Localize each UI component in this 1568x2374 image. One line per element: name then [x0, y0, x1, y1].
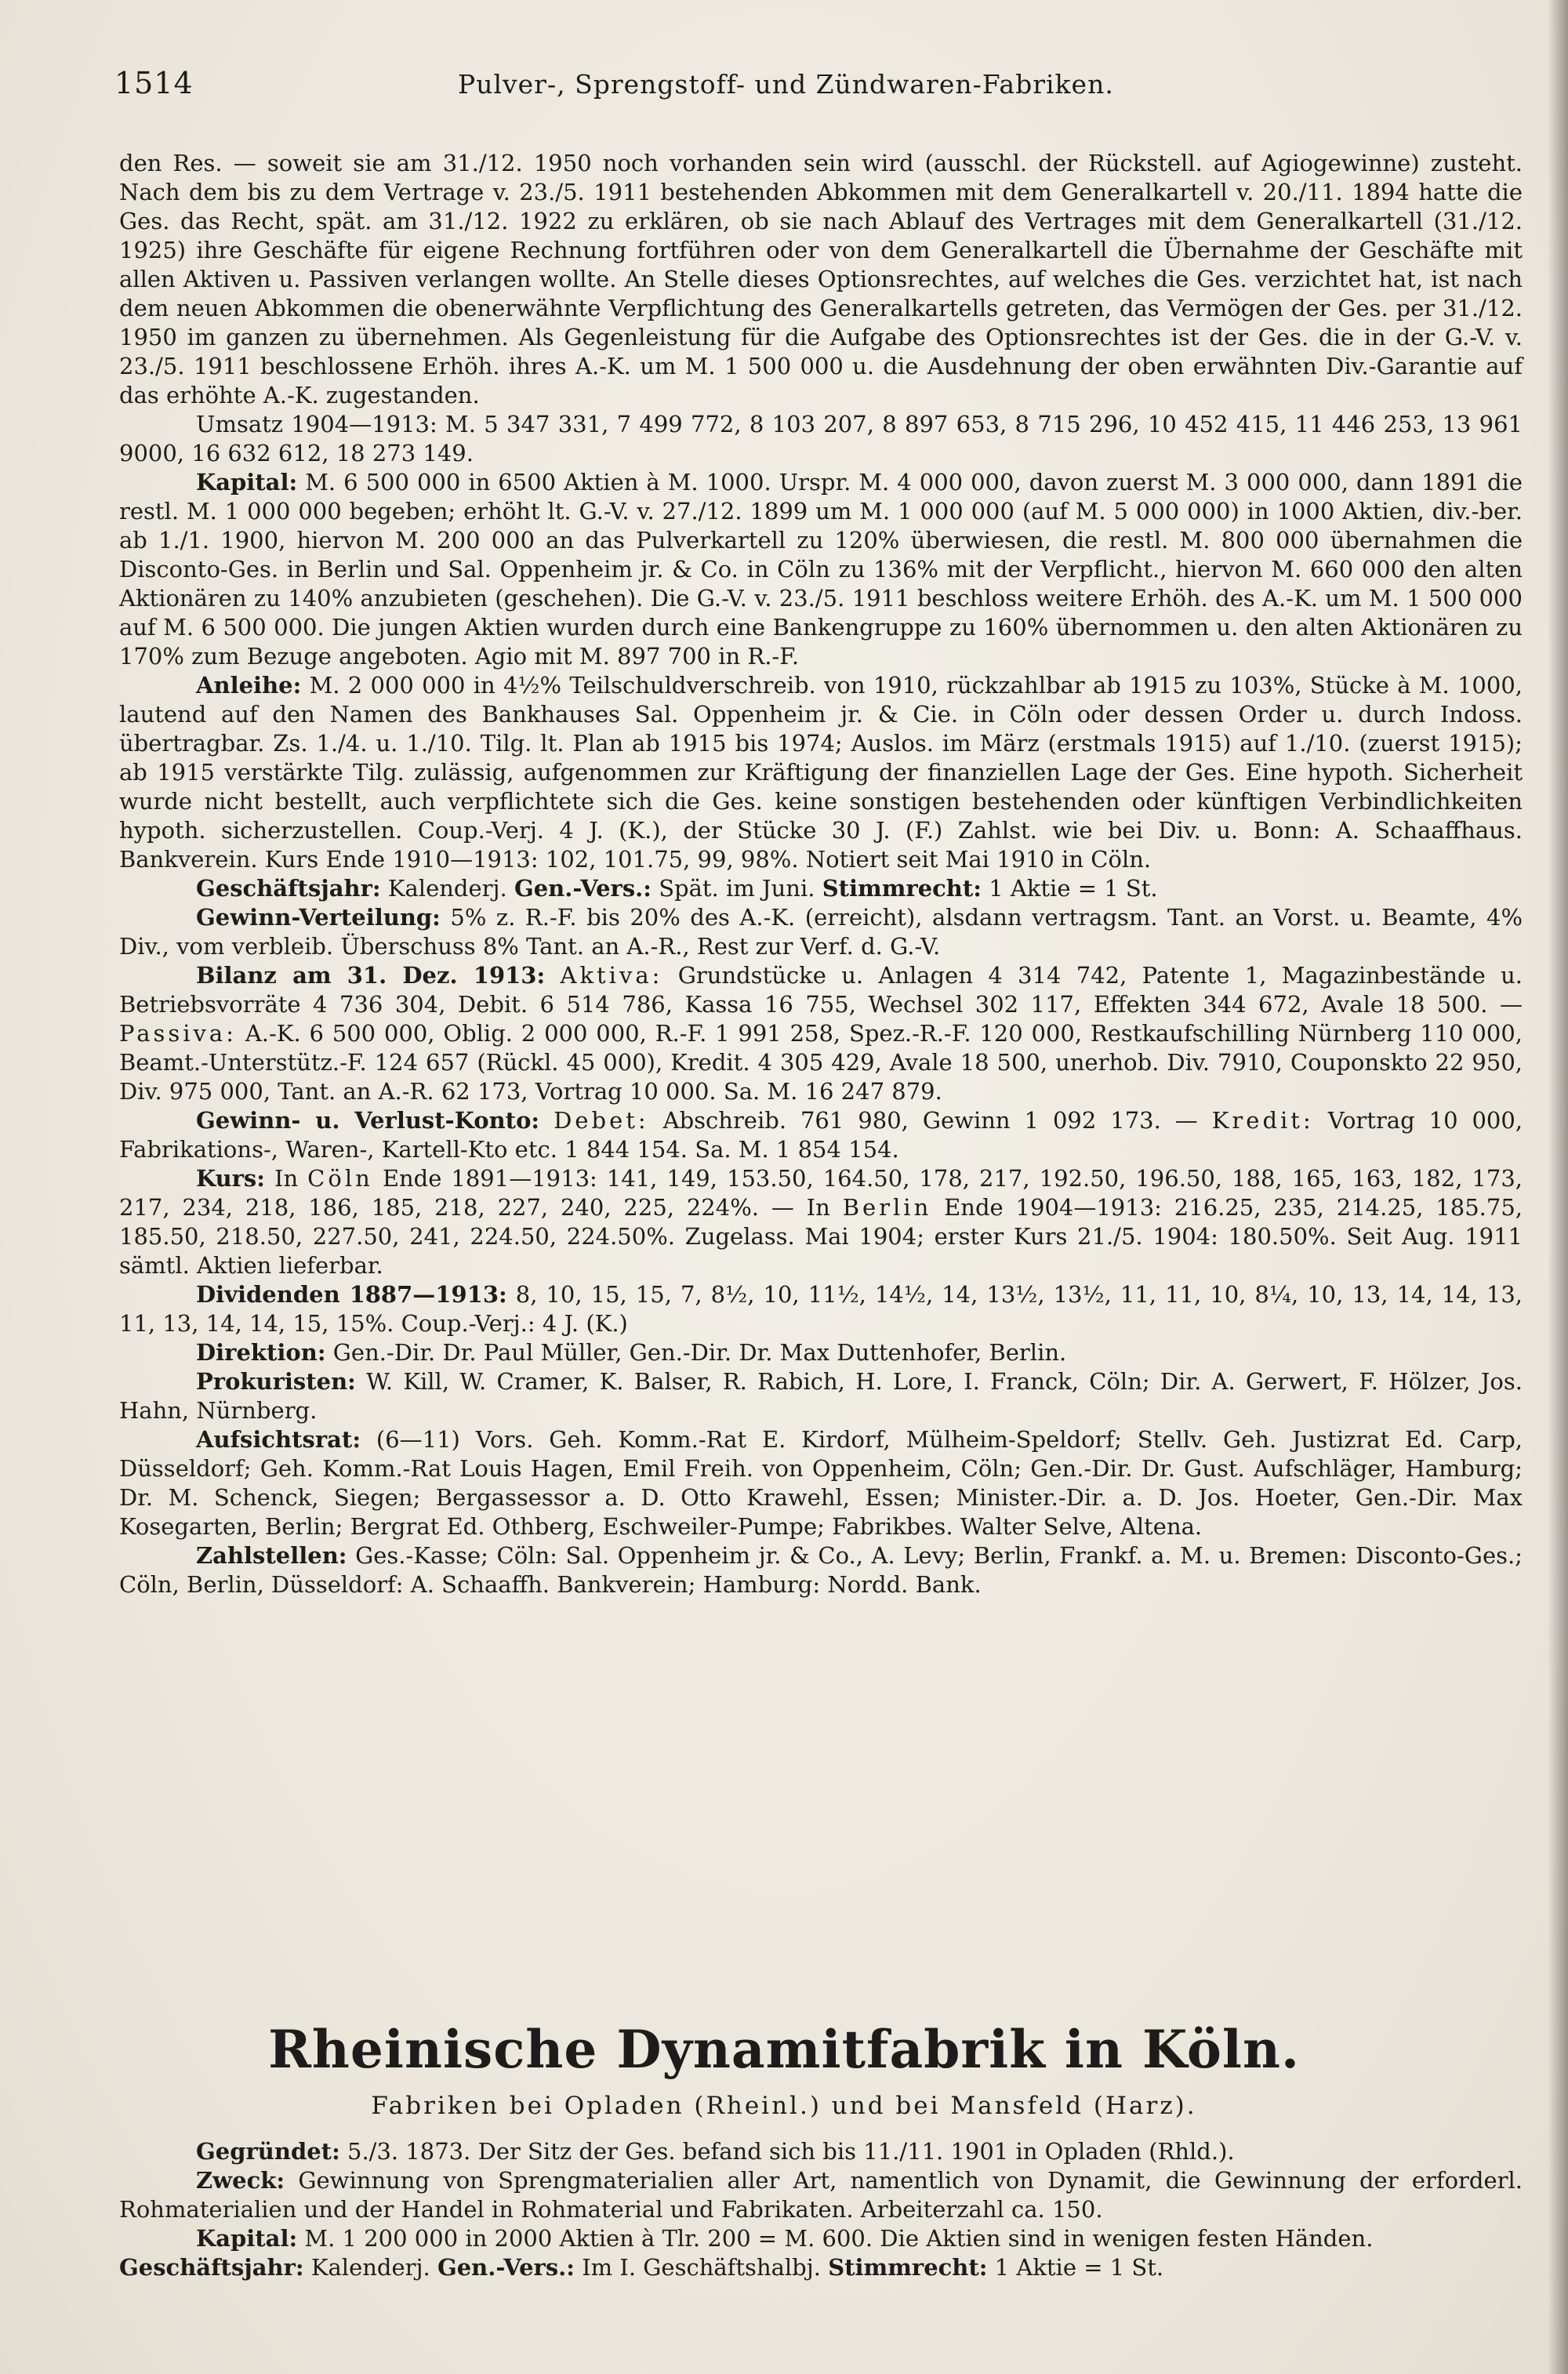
aktiva-label: Aktiva: — [560, 962, 663, 989]
firm-gen-vers-label: Gen.-Vers.: — [437, 2254, 575, 2281]
kredit-text: Vortrag 10 000, Fabrikations-, Waren-, Kartell-Kto etc. 1 844 154. Sa. M. 1 854 154. — [119, 1107, 1523, 1163]
previous-company-entry — [119, 149, 1523, 1599]
zahlstellen-paragraph — [119, 1541, 1523, 1599]
zahlstellen-label: Zahlstellen: — [196, 1542, 347, 1569]
guv-paragraph — [119, 1106, 1523, 1164]
firm-geschaeftsjahr-label: Geschäftsjahr: — [119, 2254, 304, 2281]
bilanz-paragraph — [119, 961, 1523, 1106]
gewinn-verteilung-paragraph — [119, 903, 1523, 961]
dividenden-paragraph — [119, 1280, 1523, 1338]
geschaeftsjahr-text: Kalenderj. — [387, 875, 507, 902]
zweck-paragraph — [119, 2166, 1523, 2224]
firm-geschaeftsjahr-text: Kalenderj. — [310, 2254, 430, 2281]
aktiva-text: Grundstücke u. Anlagen 4 314 742, Patente 1, Magazinbestände u. Betriebsvorräte 4 736 304, Debit. 6 514 786, Kassa 16 755, Wechsel 302 117, Effekten 344 672, Avale 18 500. — — [119, 962, 1523, 1018]
kurs-text-a: In — [274, 1165, 299, 1192]
kapital-paragraph — [119, 468, 1523, 671]
prokuristen-paragraph — [119, 1367, 1523, 1425]
gen-vers-text: Spät. im Juni. — [659, 875, 815, 902]
page-edge-shadow — [1548, 0, 1568, 2374]
anleihe-text: M. 2 000 000 in 4½% Teilschuldverschreib. von 1910, rückzahlbar ab 1915 zu 103%, Stücke à M. 1000, lautend auf den Namen des Bankhauses Sal. Oppenheim jr. & Cie. in Cöln oder dessen Order u. durch Indoss. übertragbar. Zs. 1./4. u. 1./10. Tilg. lt. Plan ab 1915 bis 1974; Auslos. im März (erstmals 1915) auf 1./10. (zuerst 1915); ab 1915 verstärkte Tilg. zulässig, aufgenommen zur Kräftigung der finanziellen Lage der Ges. Eine hypoth. Sicherheit wurde nicht bestellt, auch verpflichtete sich die Ges. keine sonstigen bestehenden oder künftigen Verbindlichkeiten hypoth. sicherzustellen. Coup.-Verj. 4 J. (K.), der Stücke 30 J. (F.) Zahlst. wie bei Div. u. Bonn: A. Schaaffhaus. Bankverein. Kurs Ende 1910—1913: 102, 101.75, 99, 98%. Notiert seit Mai 1910 in Cöln. — [119, 672, 1523, 873]
geschaeftsjahr-label: Geschäftsjahr: — [196, 875, 381, 902]
direktion-label: Direktion: — [196, 1339, 326, 1366]
running-header — [114, 66, 1526, 105]
kurs-text-c: Ende 1904—1913: 216.25, 235, 214.25, 185.75, 185.50, 218.50, 227.50, 241, 224.50, 224.50%. Zugelass. Mai 1904; erster Kurs 21./5. 1904: 180.50%. Seit Aug. 1911 sämtl. Aktien lieferbar. — [119, 1194, 1523, 1279]
stimmrecht-text: 1 Aktie = 1 St. — [989, 875, 1158, 902]
firm-title: Rheinische Dynamitfabrik in Köln. — [268, 2019, 1300, 2080]
gewinn-verteilung-label: Gewinn-Verteilung: — [196, 904, 441, 931]
dividenden-label: Dividenden 1887—1913: — [196, 1281, 507, 1308]
prokuristen-text: W. Kill, W. Cramer, K. Balser, R. Rabich, H. Lore, I. Franck, Cöln; Dir. A. Gerwert, F. Hölzer, Jos. Hahn, Nürnberg. — [119, 1368, 1523, 1424]
kurs-label: Kurs: — [196, 1165, 265, 1192]
aufsichtsrat-label: Aufsichtsrat: — [196, 1426, 361, 1453]
kapital-text: M. 6 500 000 in 6500 Aktien à M. 1000. Urspr. M. 4 000 000, davon zuerst M. 3 000 000, dann 1891 die restl. M. 1 000 000 begeben; erhöht lt. G.-V. v. 27./12. 1899 um M. 1 000 000 (auf M. 5 000 000) in 1000 Aktien, div.-ber. ab 1./1. 1900, hiervon M. 200 000 an das Pulverkartell zu 120% überwiesen, die restl. M. 800 000 übernahmen die Disconto-Ges. in Berlin und Sal. Oppenheim jr. & Co. in Cöln zu 136% mit der Verpflicht., hiervon M. 660 000 den alten Aktionären zu 140% anzubieten (geschehen). Die G.-V. v. 23./5. 1911 beschloss weitere Erhöh. des A.-K. um M. 1 500 000 auf M. 6 500 000. Die jungen Aktien wurden durch eine Bankengruppe zu 160% übernommen u. den alten Aktionären zu 170% zum Bezuge angeboten. Agio mit M. 897 700 in R.-F. — [119, 469, 1523, 670]
zweck-label: Zweck: — [196, 2167, 285, 2194]
kapital-label: Kapital: — [196, 469, 298, 495]
kurs-place-berlin: Berlin — [842, 1194, 932, 1221]
firm-kapital-text: M. 1 200 000 in 2000 Aktien à Tlr. 200 = M. 600. Die Aktien sind in wenigen festen Händen. — [304, 2225, 1374, 2252]
gegruendet-label: Gegründet: — [196, 2138, 340, 2165]
firm-stimmrecht-text: 1 Aktie = 1 St. — [994, 2254, 1164, 2281]
zahlstellen-text: Ges.-Kasse; Cöln: Sal. Oppenheim jr. & Co., A. Levy; Berlin, Frankf. a. M. u. Bremen: Disconto-Ges.; Cöln, Berlin, Düsseldorf: A. Schaaffh. Bankverein; Hamburg: Nordd. Bank. — [119, 1542, 1523, 1598]
running-title: Pulver-, Sprengstoff- und Zündwaren-Fabriken. — [458, 69, 1114, 100]
geschaeftsjahr-paragraph — [119, 874, 1523, 903]
firm-subtitle: Fabriken bei Opladen (Rheinl.) und bei Mansfeld (Harz). — [371, 2092, 1197, 2120]
prokuristen-label: Prokuristen: — [196, 1368, 356, 1395]
anleihe-paragraph — [119, 671, 1523, 874]
kurs-text-b: Ende 1891—1913: 141, 149, 153.50, 164.50, 178, 217, 192.50, 196.50, 188, 165, 163, 182, 173, 217, 234, 218, 186, 185, 218, 227, 240, 225, 224%. — In — [119, 1165, 1523, 1221]
debet-label: Debet: — [554, 1107, 649, 1134]
gen-vers-label: Gen.-Vers.: — [514, 875, 652, 902]
kurs-place-coeln: Cöln — [307, 1165, 373, 1192]
direktion-text: Gen.-Dir. Dr. Paul Müller, Gen.-Dir. Dr. Max Duttenhofer, Berlin. — [332, 1339, 1067, 1366]
guv-label: Gewinn- u. Verlust-Konto: — [196, 1107, 540, 1134]
gegruendet-text: 5./3. 1873. Der Sitz der Ges. befand sich bis 11./11. 1901 in Opladen (Rhld.). — [347, 2138, 1235, 2165]
passiva-label: Passiva: — [119, 1020, 237, 1047]
aufsichtsrat-paragraph — [119, 1425, 1523, 1541]
firm-kapital-paragraph — [119, 2224, 1523, 2253]
stimmrecht-label: Stimmrecht: — [822, 875, 982, 902]
intro-paragraph: den Res. — soweit sie am 31./12. 1950 noch vorhanden sein wird (ausschl. der Rückstell. auf Agiogewinne) zusteht. Nach dem bis zu dem Vertrage v. 23./5. 1911 bestehenden Abkommen mit dem Generalkartell v. 20./11. 1894 hatte die Ges. das Recht, spät. am 31./12. 1922 zu erklären, ob sie nach Ablauf des Vertrages mit dem Generalkartell (31./12. 1925) ihre Geschäfte für eigene Rechnung fortführen oder von dem Generalkartell die Übernahme der Geschäfte mit allen Aktiven u. Passiven verlangen wollte. An Stelle dieses Optionsrechtes, auf welches die Ges. verzichtet hat, ist nach dem neuen Abkommen die obenerwähnte Verpflichtung des Generalkartells getreten, das Vermögen der Ges. per 31./12. 1950 im ganzen zu übernehmen. Als Gegenleistung für die Aufgabe des Optionsrechtes ist der Ges. die in der G.-V. v. 23./5. 1911 beschlossene Erhöh. ihres A.-K. um M. 1 500 000 u. die Ausdehnung der oben erwähnten Div.-Garantie auf das erhöhte A.-K. zugestanden. — [119, 150, 1523, 408]
dividenden-text: 8, 10, 15, 15, 7, 8½, 10, 11½, 14½, 14, 13½, 13½, 11, 11, 10, 8¼, 10, 13, 14, 14, 13, 11, 13, 14, 14, 15, 15%. Coup.-Verj.: 4 J. (K.) — [119, 1281, 1523, 1337]
firm-kapital-label: Kapital: — [196, 2225, 298, 2252]
direktion-paragraph — [119, 1338, 1523, 1367]
firm-stimmrecht-label: Stimmrecht: — [828, 2254, 988, 2281]
kredit-label: Kredit: — [1211, 1107, 1314, 1134]
firm-geschaeftsjahr-paragraph — [119, 2253, 1523, 2282]
debet-text: Abschreib. 761 980, Gewinn 1 092 173. — — [662, 1107, 1198, 1134]
aufsichtsrat-text: (6—11) Vors. Geh. Komm.-Rat E. Kirdorf, Mülheim-Speldorf; Stellv. Geh. Justizrat Ed. Carp, Düsseldorf; Geh. Komm.-Rat Louis Hagen, Emil Freih. von Oppenheim, Cöln; Gen.-Dir. Dr. Gust. Aufschläger, Hamburg; Dr. M. Schenck, Siegen; Bergassessor a. D. Otto Krawehl, Essen; Minister.-Dir. a. D. Jos. Hoeter, Gen.-Dir. Max Kosegarten, Berlin; Bergrat Ed. Othberg, Eschweiler-Pumpe; Fabrikbes. Walter Selve, Altena. — [119, 1426, 1523, 1540]
new-company-entry — [119, 2137, 1523, 2282]
kurs-paragraph — [119, 1164, 1523, 1280]
passiva-text: A.-K. 6 500 000, Oblig. 2 000 000, R.-F. 1 991 258, Spez.-R.-F. 120 000, Restkaufschilling Nürnberg 110 000, Beamt.-Unterstütz.-F. 124 657 (Rückl. 45 000), Kredit. 4 305 429, Avale 18 500, unerhob. Div. 7910, Couponskto 22 950, Div. 975 000, Tant. an A.-R. 62 173, Vortrag 10 000. Sa. M. 16 247 879. — [119, 1020, 1523, 1105]
page-number: 1514 — [114, 66, 194, 100]
gewinn-verteilung-text: 5% z. R.-F. bis 20% des A.-K. (erreicht), alsdann vertragsm. Tant. an Vorst. u. Beamte, 4% Div., vom verbleib. Überschuss 8% Tant. an A.-R., Rest zur Verf. d. G.-V. — [119, 904, 1523, 960]
gegruendet-paragraph — [119, 2137, 1523, 2166]
anleihe-label: Anleihe: — [196, 672, 302, 699]
zweck-text: Gewinnung von Sprengmaterialien aller Art, namentlich von Dynamit, die Gewinnung der erforderl. Rohmaterialien und der Handel in Rohmaterial und Fabrikaten. Arbeiterzahl ca. 150. — [119, 2167, 1523, 2223]
firm-gen-vers-text: Im I. Geschäftshalbj. — [582, 2254, 821, 2281]
umsatz-paragraph: Umsatz 1904—1913: M. 5 347 331, 7 499 772, 8 103 207, 8 897 653, 8 715 296, 10 452 415, 11 446 253, 13 961 9000, 16 632 612, 18 273 149. — [119, 411, 1523, 466]
bilanz-label: Bilanz am 31. Dez. 1913: — [196, 962, 546, 989]
